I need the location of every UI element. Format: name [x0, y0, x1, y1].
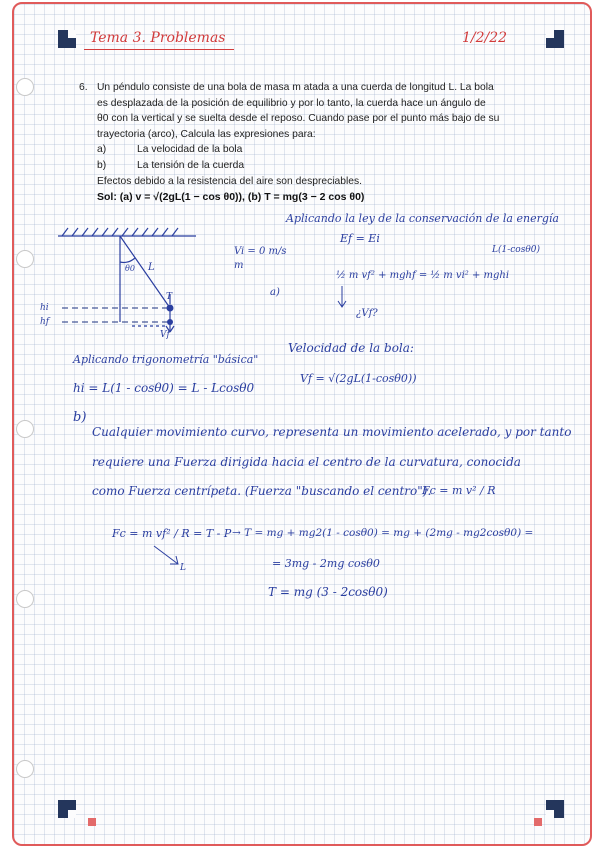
theta-label: θ0 [125, 264, 135, 273]
trig-equation: hi = L(1 - cosθ0) = L - Lcosθ0 [73, 381, 255, 395]
pendulum-diagram [40, 222, 600, 352]
down-arrow-icon [332, 284, 352, 310]
statement-line: θ0 con la vertical y se suelta desde el reposo. Cuando pase por el punto más bajo de su [97, 113, 500, 125]
binder-hole [16, 250, 34, 268]
energy-equation: Ef = Ei [340, 232, 380, 245]
hi-label: hi [40, 303, 49, 313]
fc-equation: Fc = m vf² / R = T - P [112, 527, 232, 540]
radius-label: L [180, 563, 186, 573]
fc-definition: Fc = m v² / R [422, 484, 496, 497]
statement-note: Efectos debido a la resistencia del aire son despreciables. [97, 175, 363, 187]
page-mark [88, 818, 96, 826]
part-b-line: requiere una Fuerza dirigida hacia el centro de la curvatura, conocida [92, 455, 521, 469]
length-label: L [148, 262, 155, 273]
problem-statement [97, 80, 542, 189]
binder-hole [16, 420, 34, 438]
corner-marker [58, 30, 76, 48]
corner-marker [546, 30, 564, 48]
statement-line: trayectoria (arco), Calcula las expresiones para: [97, 128, 316, 140]
page-mark [534, 818, 542, 826]
corner-marker [58, 800, 76, 818]
part-b-line: Cualquier movimiento curvo, representa un movimiento acelerado, y por tanto [92, 425, 572, 439]
page-title: Tema 3. Problemas [90, 30, 226, 46]
vi-label: Vi = 0 m/s [234, 246, 287, 257]
page-date: 1/2/22 [462, 30, 508, 46]
hf-label: hf [40, 317, 50, 327]
velocity-equation: Vf = √(2gL(1-cosθ0)) [300, 372, 417, 385]
energy-heading: Aplicando la ley de la conservación de la energía [286, 212, 559, 225]
part-b-label: b) [73, 410, 87, 425]
item-b-label: b) [97, 159, 107, 171]
ask-vf: ¿Vf? [356, 308, 378, 319]
trig-heading: Aplicando trigonometría "básica" [73, 353, 259, 366]
binder-hole [16, 590, 34, 608]
part-a-label: a) [270, 287, 280, 298]
binder-hole [16, 760, 34, 778]
binder-hole [16, 78, 34, 96]
corner-marker [546, 800, 564, 818]
tension-label: T [166, 292, 173, 302]
solution-line: Sol: (a) v = √(2gL(1 − cos θ0)), (b) T = mg(3 − 2 cos θ0) [97, 191, 365, 203]
tension-equation-1: → T = mg + mg2(1 - cosθ0) = mg + (2mg - mg2cosθ0) = [232, 527, 534, 539]
statement-line: es desplazada de la posición de equilibrio y por lo tanto, la cuerda hace un ángulo de [97, 97, 486, 109]
item-a-label: a) [97, 144, 107, 156]
statement-line: Un péndulo consiste de una bola de masa m atada a una cuerda de longitud L. La bola [97, 82, 494, 93]
mass-label: m [234, 260, 244, 271]
vf-label: Vf [160, 330, 170, 340]
tension-result: T = mg (3 - 2cosθ0) [268, 585, 388, 599]
radius-arrow-icon [150, 544, 184, 570]
item-b [97, 158, 542, 174]
title-underline [84, 49, 234, 50]
kinetic-equation: ½ m vf² + mghf = ½ m vi² + mghi [336, 270, 510, 281]
item-a-text: La velocidad de la bola [137, 144, 243, 156]
velocity-heading: Velocidad de la bola: [288, 341, 414, 355]
tension-equation-2: = 3mg - 2mg cosθ0 [272, 557, 380, 570]
item-b-text: La tensión de la cuerda [137, 159, 245, 171]
problem-number: 6. [79, 82, 88, 93]
height-expression: L(1-cosθ0) [492, 245, 540, 255]
item-a [97, 142, 542, 158]
part-b-line: como Fuerza centrípeta. (Fuerza "buscando el centro"). [92, 484, 432, 498]
